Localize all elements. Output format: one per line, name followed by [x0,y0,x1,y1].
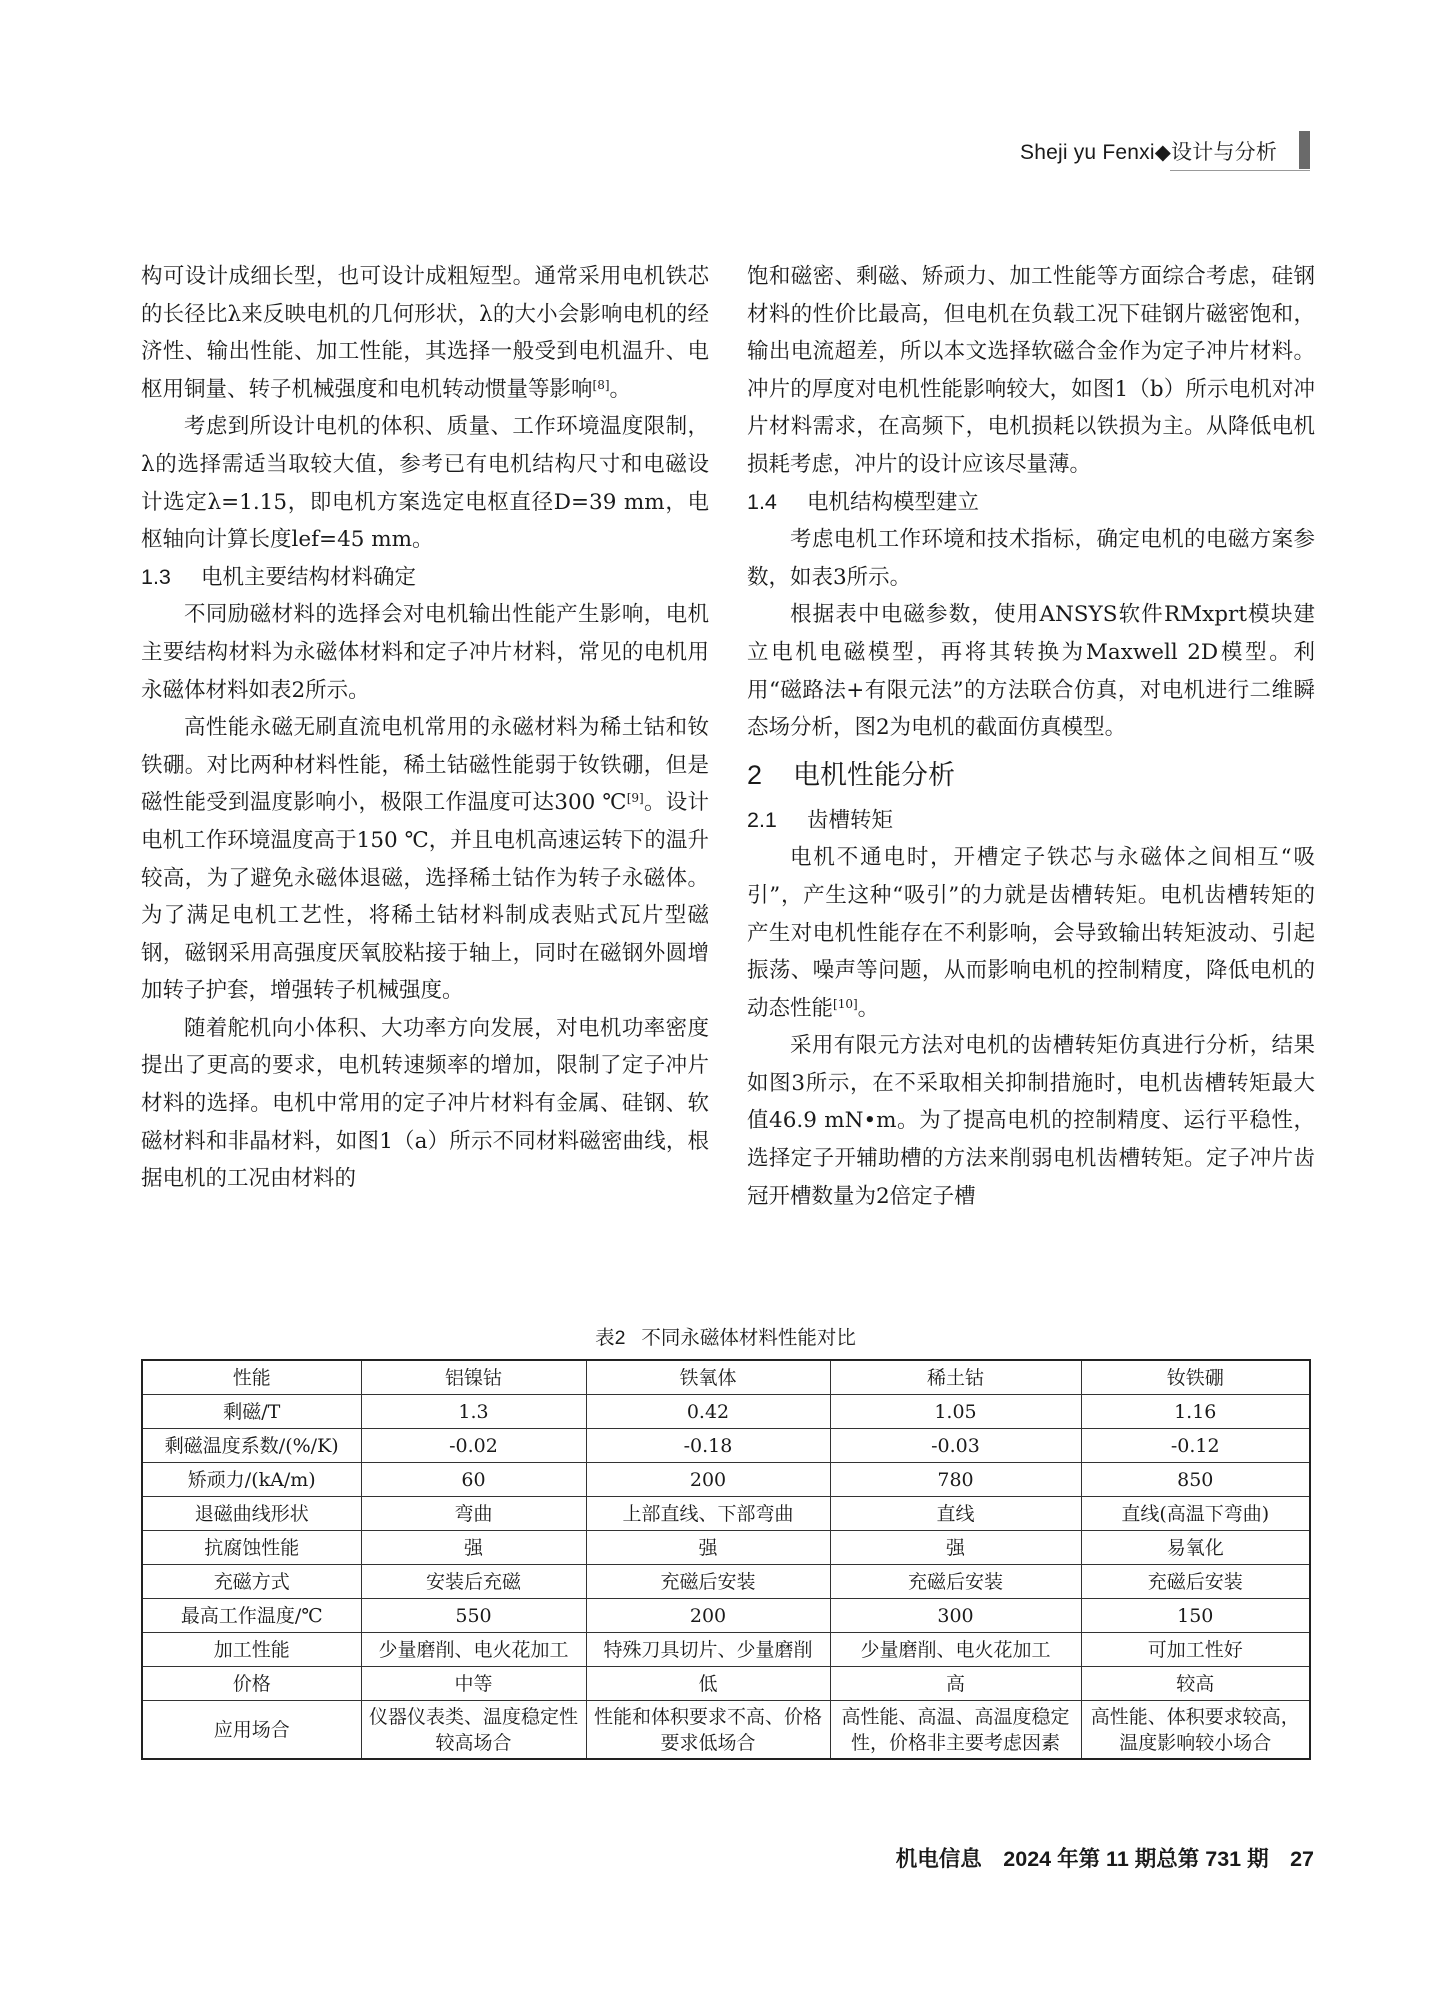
table-row [142,1395,1310,1429]
paragraph-end: 。 [609,376,632,402]
paragraph [141,258,709,408]
table-cell: 易氧化 [1081,1531,1310,1565]
table-row-label: 矫顽力/(kA/m) [142,1463,361,1497]
section-title: 电机结构模型建立 [807,489,980,514]
table-cell: 550 [361,1599,586,1633]
table-cell: -0.12 [1081,1429,1310,1463]
table-cell: 1.05 [830,1395,1081,1429]
materials-table [141,1359,1311,1760]
table-row [142,1463,1310,1497]
table-header-row [142,1360,1310,1395]
table-header-cell: 钕铁硼 [1081,1360,1310,1395]
paragraph: 不同励磁材料的选择会对电机输出性能产生影响，电机主要结构材料为永磁体材料和定子冲片材料，常见的电机用永磁体材料如表2所示。 [141,602,709,703]
table-row [142,1565,1310,1599]
table-cell: 中等 [361,1667,586,1701]
table-header-cell: 性能 [142,1360,361,1395]
section-number: 2.1 [747,807,777,832]
table-cell: 强 [361,1531,586,1565]
table-cell: 200 [586,1599,830,1633]
table-row-label: 退磁曲线形状 [142,1497,361,1531]
table-cell: 强 [830,1531,1081,1565]
table-row-label: 充磁方式 [142,1565,361,1599]
paragraph: 饱和磁密、剩磁、矫顽力、加工性能等方面综合考虑，硅钢材料的性价比最高，但电机在负载工况下硅钢片磁密饱和，输出电流超差，所以本文选择软磁合金作为定子冲片材料。冲片的厚度对电机性能影响较大，如图1（b）所示电机对冲片材料需求，在高频下，电机损耗以铁损为主。从降低电机损耗考虑，冲片的设计应该尽量薄。 [747,264,1315,477]
paragraph-text: 电机不通电时，开槽定子铁芯与永磁体之间相互“吸引”，产生这种“吸引”的力就是齿槽转矩。电机齿槽转矩的产生对电机性能存在不利影响，会导致输出转矩波动、引起振荡、噪声等问题，从而影响电机的控制精度，降低电机的动态性能 [747,845,1315,1021]
running-header: Sheji yu Fenxi◆设计与分析 [1020,141,1278,164]
table-row [142,1633,1310,1667]
table-cell: 直线 [830,1497,1081,1531]
table-cell: 特殊刀具切片、少量磨削 [586,1633,830,1667]
caption-title: 不同永磁体材料性能对比 [641,1327,856,1349]
table-cell: 850 [1081,1463,1310,1497]
header-bar [1299,131,1310,169]
table-cell: 充磁后安装 [1081,1565,1310,1599]
table-cell: 1.3 [361,1395,586,1429]
table-cell: -0.02 [361,1429,586,1463]
table-cell: 高 [830,1667,1081,1701]
section-heading-1-3 [141,559,709,597]
section-number: 1.4 [747,489,777,514]
table-cell: 150 [1081,1599,1310,1633]
caption-number: 表2 [595,1327,626,1349]
table-cell: 较高 [1081,1667,1310,1701]
table-cell: -0.18 [586,1429,830,1463]
table-row [142,1429,1310,1463]
table-cell: 弯曲 [361,1497,586,1531]
paragraph: 考虑到所设计电机的体积、质量、工作环境温度限制，λ的选择需适当取较大值，参考已有电机结构尺寸和电磁设计选定λ=1.15，即电机方案选定电枢直径D=39 mm，电枢轴向计算长度lef=45 mm。 [141,414,709,553]
table-cell: 强 [586,1531,830,1565]
table-header-cell: 铝镍钴 [361,1360,586,1395]
paragraph: 随着舵机向小体积、大功率方向发展，对电机功率密度提出了更高的要求，电机转速频率的增加，限制了定子冲片材料的选择。电机中常用的定子冲片材料有金属、硅钢、软磁材料和非晶材料，如图1（a）所示不同材料磁密曲线，根据电机的工况由材料的 [141,1015,709,1192]
table-cell: 少量磨削、电火花加工 [830,1633,1081,1667]
citation: [8] [592,377,610,392]
citation: [10] [833,996,858,1011]
section-title: 电机主要结构材料确定 [201,564,417,589]
table-row-label: 最高工作温度/℃ [142,1599,361,1633]
table-row-label: 剩磁温度系数/(%/K) [142,1429,361,1463]
section-number: 2 [747,759,763,790]
page-footer: 机电信息 2024 年第 11 期总第 731 期 27 [895,1847,1314,1871]
right-column [747,258,1315,1215]
table-cell: 直线(高温下弯曲) [1081,1497,1310,1531]
table-cell: 60 [361,1463,586,1497]
paragraph-end: 。 [857,995,880,1021]
citation: [9] [626,791,644,806]
paragraph [747,839,1315,1027]
table-header-cell: 铁氧体 [586,1360,830,1395]
paragraph-text: 。设计电机工作环境温度高于150 ℃，并且电机高速运转下的温升较高，为了避免永磁体退磁，选择稀土钴作为转子永磁体。为了满足电机工艺性，将稀土钴材料制成表贴式瓦片型磁钢，磁钢采用高强度厌氧胶粘接于轴上，同时在磁钢外圆增加转子护套，增强转子机械强度。 [141,790,709,1004]
table-cell: 少量磨削、电火花加工 [361,1633,586,1667]
table-caption [0,1322,1451,1350]
paragraph-text: 构可设计成细长型，也可设计成粗短型。通常采用电机铁芯的长径比λ来反映电机的几何形状，λ的大小会影响电机的经济性、输出性能、加工性能，其选择一般受到电机温升、电枢用铜量、转子机械强度和电机转动惯量等影响 [141,264,709,402]
table-cell: 安装后充磁 [361,1565,586,1599]
table-cell: 低 [586,1667,830,1701]
table-row [142,1531,1310,1565]
table-cell: 可加工性好 [1081,1633,1310,1667]
table-cell: 780 [830,1463,1081,1497]
table-cell: 充磁后安装 [586,1565,830,1599]
table-cell: 300 [830,1599,1081,1633]
table-cell: 高性能、体积要求较高，温度影响较小场合 [1081,1701,1310,1760]
section-heading-1-4 [747,484,1315,522]
paragraph: 根据表中电磁参数，使用ANSYS软件RMxprt模块建立电机电磁模型，再将其转换为Maxwell 2D模型。利用“磁路法+有限元法”的方法联合仿真，对电机进行二维瞬态场分析，图2为电机的截面仿真模型。 [747,602,1315,741]
table-row-label: 价格 [142,1667,361,1701]
paragraph [141,709,709,1010]
table-cell: 200 [586,1463,830,1497]
section-heading-2-1 [747,802,1315,840]
table-cell: 上部直线、下部弯曲 [586,1497,830,1531]
section-title: 齿槽转矩 [807,807,894,832]
table-row [142,1497,1310,1531]
paragraph: 考虑电机工作环境和技术指标，确定电机的电磁方案参数，如表3所示。 [747,527,1315,590]
table-row [142,1701,1310,1760]
table-row-label: 应用场合 [142,1701,361,1760]
table-cell: 0.42 [586,1395,830,1429]
table-cell: 1.16 [1081,1395,1310,1429]
table-cell: 高性能、高温、高温度稳定性，价格非主要考虑因素 [830,1701,1081,1760]
left-column [141,258,709,1198]
table-row-label: 剩磁/T [142,1395,361,1429]
table-row-label: 加工性能 [142,1633,361,1667]
table-cell: 充磁后安装 [830,1565,1081,1599]
table-cell: -0.03 [830,1429,1081,1463]
table-row-label: 抗腐蚀性能 [142,1531,361,1565]
section-title: 电机性能分析 [793,759,955,790]
section-heading-2 [747,750,1315,800]
table-cell: 仪器仪表类、温度稳定性较高场合 [361,1701,586,1760]
header-rule [1170,170,1310,171]
table-header-cell: 稀土钴 [830,1360,1081,1395]
section-number: 1.3 [141,564,171,589]
table-row [142,1667,1310,1701]
paragraph-text: 高性能永磁无刷直流电机常用的永磁材料为稀土钴和钕铁硼。对比两种材料性能，稀土钴磁性能弱于钕铁硼，但是磁性能受到温度影响小，极限工作温度可达300 ℃ [141,715,709,816]
paragraph: 采用有限元方法对电机的齿槽转矩仿真进行分析，结果如图3所示，在不采取相关抑制措施时，电机齿槽转矩最大值46.9 mN•m。为了提高电机的控制精度、运行平稳性，选择定子开辅助槽的方法来削弱电机齿槽转矩。定子冲片齿冠开槽数量为2倍定子槽 [747,1033,1315,1209]
table-row [142,1599,1310,1633]
table-cell: 性能和体积要求不高、价格要求低场合 [586,1701,830,1760]
